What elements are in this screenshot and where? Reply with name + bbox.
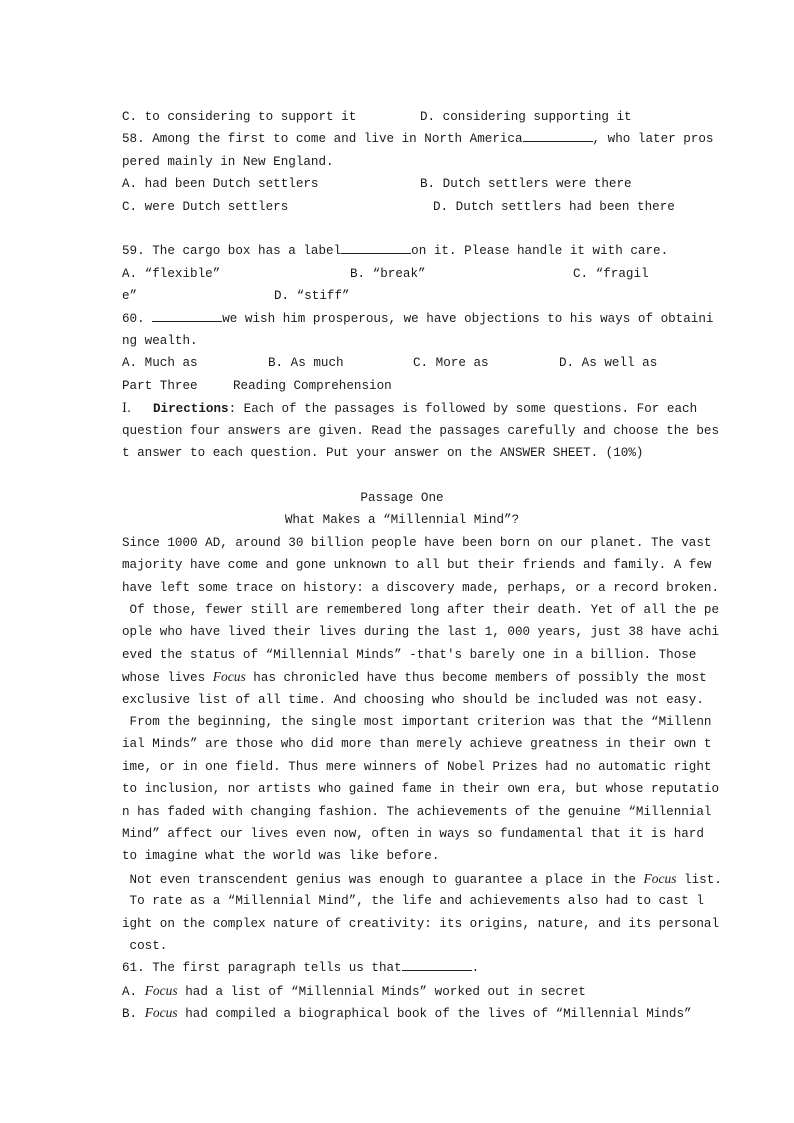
directions-text-1: : Each of the passages is followed by some questions. For each <box>228 402 698 417</box>
passage-line: n has faded with changing fashion. The achievements of the genuine “Millennial <box>122 804 712 819</box>
q57-option-d: D. considering supporting it <box>420 110 632 124</box>
q59-options-abc <box>122 263 682 285</box>
q57-option-c: C. to considering to support it <box>122 110 357 124</box>
q61-option-a <box>122 980 682 1002</box>
passage-line: ime, or in one field. Thus mere winners of Nobel Prizes had no automatic right <box>122 759 712 774</box>
passage-text: list. <box>676 872 722 887</box>
q60-option-a: A. Much as <box>122 356 198 371</box>
q59-option-c: C. “fragil <box>573 266 649 281</box>
focus-magazine-name: Focus <box>212 669 246 685</box>
directions-line-3: t answer to each question. Put your answer on the ANSWER SHEET. (10%) <box>122 446 644 461</box>
passage-line: eved the status of “Millennial Minds” -that's barely one in a billion. Those <box>122 647 697 662</box>
q60-option-b: B. As much <box>268 356 344 371</box>
q58-stem-continuation: pered mainly in New England. <box>122 154 334 169</box>
q59-option-a: A. “flexible” <box>122 266 221 281</box>
focus-magazine-name: Focus <box>144 982 178 998</box>
passage-line <box>122 666 707 688</box>
q61-stem <box>122 957 682 979</box>
passage-title: What Makes a “Millennial Mind”? <box>284 513 520 528</box>
passage-text: Not even transcendent genius was enough to guarantee a place in the <box>122 872 644 887</box>
q59-stem-text: 59. The cargo box has a label <box>122 244 342 259</box>
passage-line: ight on the complex nature of creativity: its origins, nature, and its personal <box>122 916 720 931</box>
q61-stem-text: 61. The first paragraph tells us that <box>122 961 402 976</box>
passage-line: to inclusion, nor artists who gained fame in their own era, but whose reputatio <box>122 782 720 797</box>
q60-stem-after: we wish him prosperous, we have objections to his ways of obtaini <box>222 311 714 326</box>
q59-stem <box>122 240 682 262</box>
q61-answer-blank <box>402 957 472 971</box>
part-label: Part Three <box>122 378 198 393</box>
q60-stem-text: 60. <box>122 311 153 326</box>
passage-text: whose lives <box>122 671 213 686</box>
q58-option-b: B. Dutch settlers were there <box>420 177 632 192</box>
option-text: had a list of “Millennial Minds” worked out in secret <box>177 984 586 999</box>
passage-line: Of those, fewer still are remembered long after their death. Yet of all the pe <box>122 602 720 617</box>
q58-answer-blank <box>523 128 593 142</box>
option-prefix: B. <box>122 1007 145 1022</box>
focus-magazine-name: Focus <box>643 870 677 886</box>
passage-line: To rate as a “Millennial Mind”, the life and achievements also had to cast l <box>122 894 704 909</box>
q61-stem-after: . <box>471 961 480 976</box>
q60-stem <box>122 308 714 330</box>
part-title: Reading Comprehension <box>233 378 392 393</box>
q58-stem-text: 58. Among the first to come and live in North America <box>122 132 523 147</box>
q58-stem-after: , who later pros <box>592 132 714 147</box>
passage-text: has chronicled have thus become members of possibly the most <box>245 671 707 686</box>
passage-line: have left some trace on history: a discovery made, perhaps, or a record broken. <box>122 580 720 595</box>
q60-stem-continuation: ng wealth. <box>122 334 198 349</box>
directions-line-2: question four answers are given. Read the passages carefully and choose the bes <box>122 423 720 438</box>
q61-option-b <box>122 1002 692 1024</box>
q60-option-c: C. More as <box>413 356 489 371</box>
spacer <box>122 465 682 487</box>
q58-stem <box>122 128 714 150</box>
q59-stem-after: on it. Please handle it with care. <box>411 244 669 259</box>
q59-answer-blank <box>341 240 411 254</box>
exam-page <box>122 106 722 1025</box>
passage-line: Since 1000 AD, around 30 billion people have been born on our planet. The vast <box>122 535 712 550</box>
q58-option-d: D. Dutch settlers had been there <box>433 199 675 214</box>
spacer <box>122 218 682 240</box>
directions-label: Directions <box>152 402 229 417</box>
q58-options-ab <box>122 173 682 195</box>
q59-option-d: D. “stiff” <box>274 289 350 304</box>
q58-option-a: A. had been Dutch settlers <box>122 177 319 192</box>
passage-line: to imagine what the world was like before. <box>122 849 440 864</box>
q59-options-d <box>122 285 682 307</box>
option-text: had compiled a biographical book of the lives of “Millennial Minds” <box>177 1007 692 1022</box>
focus-magazine-name: Focus <box>144 1005 178 1021</box>
q60-answer-blank <box>152 308 222 322</box>
q60-option-d: D. As well as <box>559 356 658 371</box>
passage-heading: Passage One <box>360 490 444 505</box>
q60-options <box>122 352 682 374</box>
passage-line: ople who have lived their lives during the last 1, 000 years, just 38 have achi <box>122 625 720 640</box>
option-prefix: A. <box>122 984 145 999</box>
q59-option-b: B. “break” <box>350 266 426 281</box>
directions-numeral: Ⅰ. <box>122 400 131 416</box>
directions-line-1 <box>122 397 698 419</box>
q58-option-c: C. were Dutch settlers <box>122 199 289 214</box>
passage-line: exclusive list of all time. And choosing who should be included was not easy. <box>122 692 704 707</box>
q57-options-cd <box>122 106 682 128</box>
passage-line: majority have come and gone unknown to all but their friends and family. A few <box>122 558 712 573</box>
part-three-header <box>122 375 682 397</box>
passage-line: From the beginning, the single most important criterion was that the “Millenn <box>122 714 712 729</box>
passage-line <box>122 868 722 890</box>
q59-option-c-continuation: e” <box>122 289 138 304</box>
passage-line: cost. <box>122 939 168 954</box>
passage-line: Mind” affect our lives even now, often in ways so fundamental that it is hard <box>122 827 704 841</box>
passage-line: ial Minds” are those who did more than merely achieve greatness in their own t <box>122 737 712 752</box>
q58-options-cd <box>122 196 682 218</box>
